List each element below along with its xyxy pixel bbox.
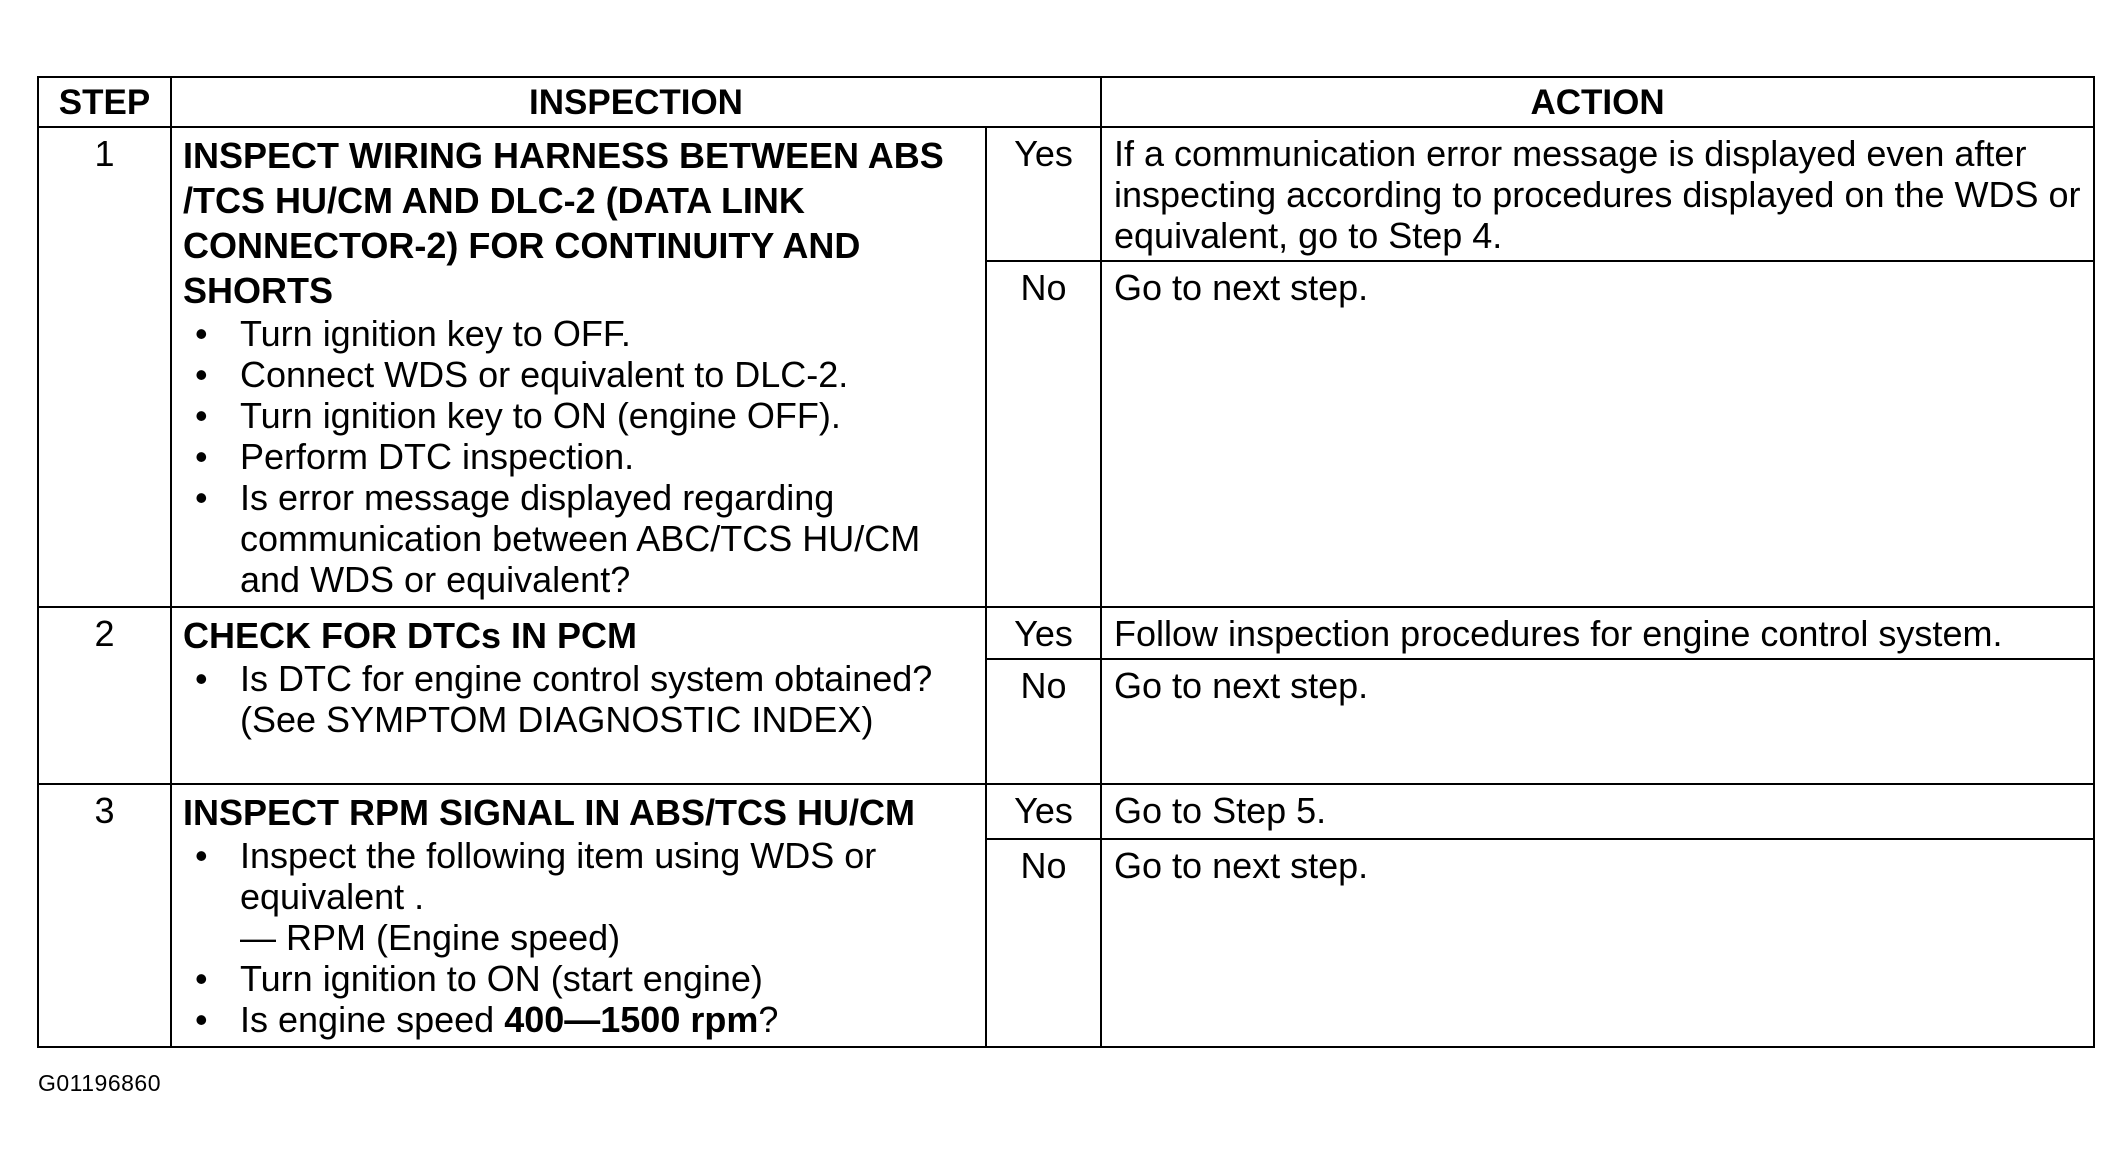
step-3-bullet-2: • Turn ignition to ON (start engine)	[183, 958, 975, 999]
step-1-no-action: Go to next step.	[1101, 261, 2094, 607]
step-3-yes-action: Go to Step 5.	[1101, 784, 2094, 839]
step-2-title: CHECK FOR DTCs IN PCM	[183, 615, 638, 656]
step-2-no-action: Go to next step.	[1101, 659, 2094, 784]
step-3-bullet-3	[183, 999, 975, 1040]
step-2-no-label: No	[986, 659, 1101, 784]
step-1-title: INSPECT WIRING HARNESS BETWEEN ABS /TCS HU/CM AND DLC-2 (DATA LINK CONNECTOR-2) FOR CONTINUITY AND SHORTS	[183, 135, 944, 311]
step-2-yes-label: Yes	[986, 607, 1101, 659]
step-3-title: INSPECT RPM SIGNAL IN ABS/TCS HU/CM	[183, 792, 916, 833]
step-1-bullet-1: • Turn ignition key to OFF.	[183, 313, 975, 354]
step-2-bullet-1: • Is DTC for engine control system obtained? (See SYMPTOM DIAGNOSTIC INDEX)	[183, 658, 975, 740]
step-3-bullet-3-prefix: Is engine speed	[240, 999, 505, 1040]
figure-id: G01196860	[38, 1070, 162, 1096]
step-2-yes-action: Follow inspection procedures for engine control system.	[1101, 607, 2094, 659]
step-2-inspection	[171, 607, 986, 784]
step-column-header: STEP	[38, 77, 171, 127]
step-3-bullet-1	[183, 835, 975, 958]
header-row	[38, 77, 2094, 127]
step-1-bullet-list	[183, 313, 975, 600]
step-1-no-label: No	[986, 261, 1101, 607]
step-3-bullet-3-suffix: ?	[758, 999, 779, 1040]
step-1-bullet-4: • Perform DTC inspection.	[183, 436, 975, 477]
step-3-no-label: No	[986, 839, 1101, 1047]
step-1-yes-action: If a communication error message is displayed even after inspecting according to procedures displayed on the WDS or equivalent, go to Step 4.	[1101, 127, 2094, 261]
step-3-bullet-1-subitem: — RPM (Engine speed)	[240, 917, 621, 958]
step-1-inspection	[171, 127, 986, 607]
step-2-bullet-list	[183, 658, 975, 740]
step-1-bullet-3: • Turn ignition key to ON (engine OFF).	[183, 395, 975, 436]
step-1-yes-label: Yes	[986, 127, 1101, 261]
action-column-header: ACTION	[1101, 77, 2094, 127]
step-3-rpm-range: 400—1500 rpm	[504, 999, 759, 1040]
step-3-number: 3	[38, 784, 171, 1047]
step-1-number: 1	[38, 127, 171, 607]
inspection-column-header: INSPECTION	[171, 77, 1101, 127]
step-3-yes-row	[38, 784, 2094, 839]
step-2-yes-row	[38, 607, 2094, 659]
step-1-yes-row	[38, 127, 2094, 261]
step-1-bullet-5: • Is error message displayed regarding communication between ABC/TCS HU/CM and WDS or equivalent?	[183, 477, 975, 600]
step-3-bullet-list	[183, 835, 975, 1040]
step-3-inspection	[171, 784, 986, 1047]
step-3-bullet-1-text: Inspect the following item using WDS or equivalent .	[240, 835, 877, 917]
step-1-bullet-2: • Connect WDS or equivalent to DLC-2.	[183, 354, 975, 395]
step-2-number: 2	[38, 607, 171, 784]
diagnostic-table	[37, 76, 2095, 1048]
step-3-yes-label: Yes	[986, 784, 1101, 839]
step-3-no-action: Go to next step.	[1101, 839, 2094, 1047]
